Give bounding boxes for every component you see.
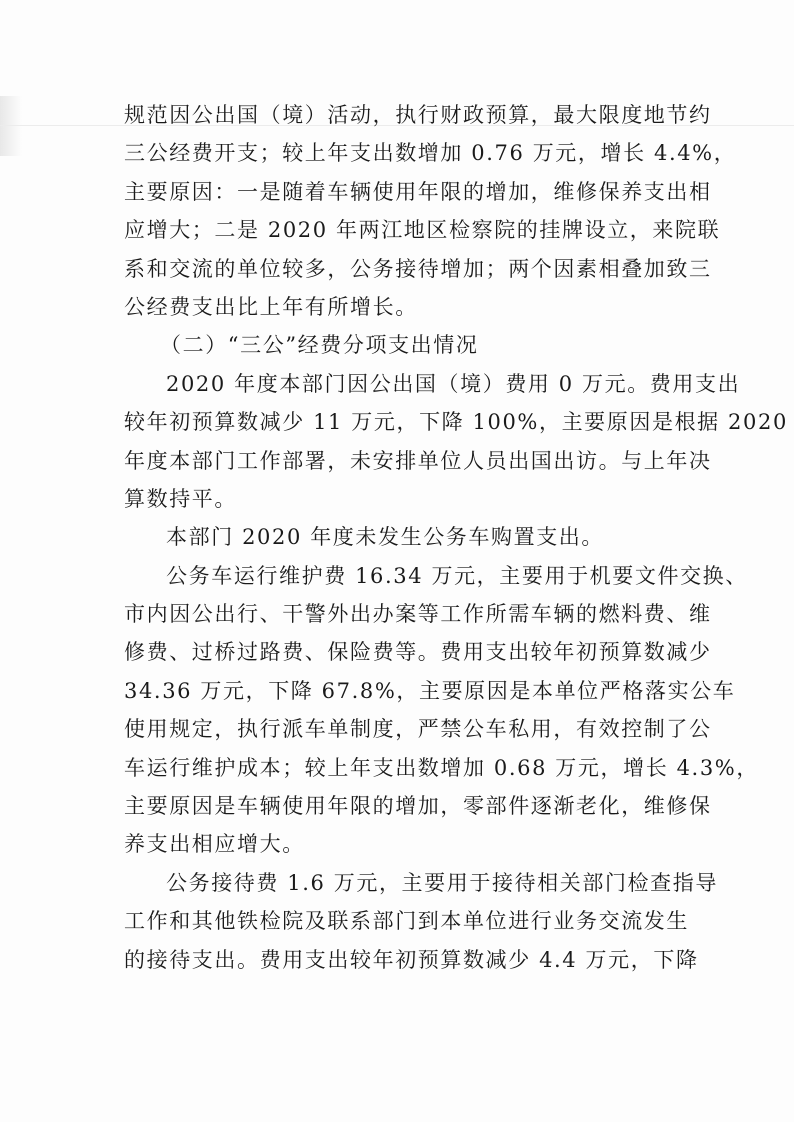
text-line: 使用规定，执行派车单制度，严禁公车私用，有效控制了公 [124,717,712,742]
text-line: 主要原因：一是随着车辆使用年限的增加，维修保养支出相 [124,179,712,204]
text-line: 的接待支出。费用支出较年初预算数减少 4.4 万元，下降 [124,947,699,972]
text-line: 公务接待费 1.6 万元，主要用于接待相关部门检查指导 [166,870,718,895]
text-line: 工作和其他铁检院及联系部门到本单位进行业务交流发生 [124,909,689,934]
text-line: 较年初预算数减少 11 万元，下降 100%，主要原因是根据 2020 [124,410,788,435]
text-line: 主要原因是车辆使用年限的增加，零部件逐渐老化，维修保 [124,794,712,819]
text-line: 公务车运行维护费 16.34 万元，主要用于机要文件交换、 [166,563,748,588]
text-line: 2020 年度本部门因公出国（境）费用 0 万元。费用支出 [166,371,741,396]
text-line: 34.36 万元，下降 67.8%，主要原因是本单位严格落实公车 [124,678,736,703]
text-line: 本部门 2020 年度未发生公务车购置支出。 [166,525,604,550]
text-line: 年度本部门工作部署，未安排单位人员出国出访。与上年决 [124,448,712,473]
section-heading: （二）“三公”经费分项支出情况 [160,333,479,358]
text-line: 应增大；二是 2020 年两江地区检察院的挂牌设立，来院联 [124,218,721,243]
text-line: 三公经费开支；较上年支出数增加 0.76 万元，增长 4.4%， [124,141,737,166]
text-line: 算数持平。 [124,486,237,511]
text-line: 养支出相应增大。 [124,832,305,857]
text-line: 市内因公出行、干警外出办案等工作所需车辆的燃料费、维 [124,602,712,627]
scan-edge-shadow [0,96,22,156]
text-line: 规范因公出国（境）活动，执行财政预算，最大限度地节约 [124,103,712,127]
text-line: 系和交流的单位较多，公务接待增加；两个因素相叠加致三 [124,256,712,281]
text-line: 修费、过桥过路费、保险费等。费用支出较年初预算数减少 [124,640,712,665]
text-line: 公经费支出比上年有所增长。 [124,294,418,319]
body-text [124,96,788,979]
text-line: 车运行维护成本；较上年支出数增加 0.68 万元，增长 4.3%， [124,755,759,780]
